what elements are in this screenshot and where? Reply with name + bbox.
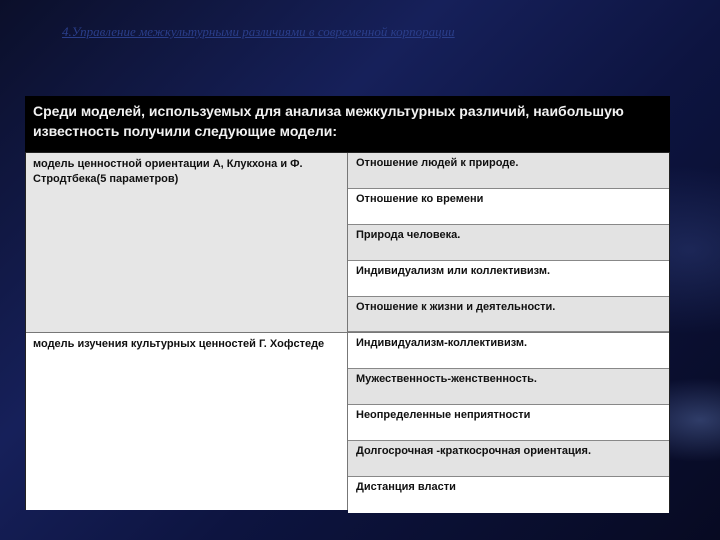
- param-cell: Дистанция власти: [348, 477, 669, 513]
- model-name-cell: модель изучения культурных ценностей Г. Хофстеде: [26, 333, 348, 510]
- param-cell: Природа человека.: [348, 225, 669, 261]
- param-cell: Неопределенные неприятности: [348, 405, 669, 441]
- param-cell: Долгосрочная -краткосрочная ориентация.: [348, 441, 669, 477]
- table-header: Среди моделей, используемых для анализа межкультурных различий, наибольшую известность получили следующие модели:: [25, 96, 670, 152]
- model-row-hofstede: [26, 332, 669, 510]
- param-cell: Индивидуализм-коллективизм.: [348, 333, 669, 369]
- param-cell: Индивидуализм или коллективизм.: [348, 261, 669, 297]
- models-table: [25, 152, 670, 510]
- model-params: [348, 333, 669, 513]
- model-params: [348, 153, 669, 332]
- model-row-kluckhohn: [26, 153, 669, 332]
- model-name-cell: модель ценностной ориентации А, Клукхона и Ф. Стродтбека(5 параметров): [26, 153, 348, 332]
- param-cell: Отношение людей к природе.: [348, 153, 669, 189]
- slide-title: 4.Управление межкультурными различиями в современной корпорации: [62, 24, 455, 39]
- param-cell: Мужественность-женственность.: [348, 369, 669, 405]
- param-cell: Отношение к жизни и деятельности.: [348, 297, 669, 332]
- param-cell: Отношение ко времени: [348, 189, 669, 225]
